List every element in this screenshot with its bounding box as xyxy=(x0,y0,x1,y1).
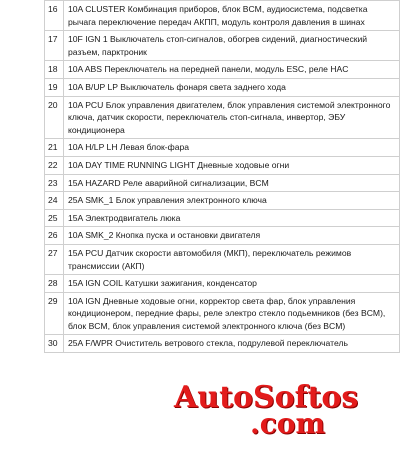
table-row xyxy=(45,31,400,61)
fuse-number: 23 xyxy=(45,174,64,192)
fuse-description: 15A HAZARD Реле аварийной сигнализации, BCM xyxy=(64,174,400,192)
table-row xyxy=(45,292,400,335)
fuse-number: 30 xyxy=(45,335,64,353)
fuse-description: 25A F/WPR Очиститель ветрового стекла, подрулевой переключатель xyxy=(64,335,400,353)
fuse-number: 29 xyxy=(45,292,64,335)
watermark-domain-text: .com xyxy=(250,407,326,440)
fuse-description: 10A H/LP LH Левая блок-фара xyxy=(64,139,400,157)
fuse-number: 24 xyxy=(45,192,64,210)
table-row xyxy=(45,139,400,157)
fuse-number: 21 xyxy=(45,139,64,157)
fuse-number: 17 xyxy=(45,31,64,61)
fuse-table xyxy=(44,0,400,353)
fuse-description: 10A B/UP LP Выключатель фонаря света заднего хода xyxy=(64,78,400,96)
table-row xyxy=(45,174,400,192)
fuse-description: 15A PCU Датчик скорости автомобиля (МКП), переключатель режимов трансмиссии (АКП) xyxy=(64,244,400,274)
table-row xyxy=(45,209,400,227)
fuse-description: 10A DAY TIME RUNNING LIGHT Дневные ходовые огни xyxy=(64,156,400,174)
table-row xyxy=(45,156,400,174)
table-row xyxy=(45,1,400,31)
fuse-description: 15A IGN COIL Катушки зажигания, конденсатор xyxy=(64,275,400,293)
fuse-number: 18 xyxy=(45,61,64,79)
fuse-description: 15A Электродвигатель люка xyxy=(64,209,400,227)
fuse-description: 10A ABS Переключатель на передней панели, модуль ESC, реле HAC xyxy=(64,61,400,79)
fuse-number: 28 xyxy=(45,275,64,293)
fuse-number: 20 xyxy=(45,96,64,139)
fuse-number: 19 xyxy=(45,78,64,96)
fuse-number: 26 xyxy=(45,227,64,245)
table-row xyxy=(45,61,400,79)
fuse-table-body xyxy=(45,1,400,353)
table-row xyxy=(45,96,400,139)
watermark-main-text: AutoSoftos xyxy=(174,380,359,415)
fuse-number: 22 xyxy=(45,156,64,174)
table-row xyxy=(45,192,400,210)
fuse-description: 10A IGN Дневные ходовые огни, корректор света фар, блок управления кондиционером, передние фары, реле электро стекло подьемников (без BCM), блок BCM, блок управления системой электронного ключа (без BCM) xyxy=(64,292,400,335)
fuse-table-container xyxy=(44,0,400,450)
fuse-description: 25A SMK_1 Блок управления электронного ключа xyxy=(64,192,400,210)
table-row xyxy=(45,244,400,274)
fuse-description: 10A CLUSTER Комбинация приборов, блок BCM, аудиосистема, подсветка рычага переключение передач АКПП, модуль контроля давления в шинах xyxy=(64,1,400,31)
fuse-description: 10A SMK_2 Кнопка пуска и остановки двигателя xyxy=(64,227,400,245)
table-row xyxy=(45,335,400,353)
table-row xyxy=(45,78,400,96)
fuse-description: 10F IGN 1 Выключатель стоп-сигналов, обогрев сидений, диагностический разъем, парктроник xyxy=(64,31,400,61)
fuse-number: 27 xyxy=(45,244,64,274)
fuse-description: 10A PCU Блок управления двигателем, блок управления системой электронного ключа, датчик скорости, переключатель стоп-сигнала, инвертор, ЭБУ кондиционера xyxy=(64,96,400,139)
table-row xyxy=(45,275,400,293)
fuse-number: 25 xyxy=(45,209,64,227)
fuse-number: 16 xyxy=(45,1,64,31)
table-row xyxy=(45,227,400,245)
